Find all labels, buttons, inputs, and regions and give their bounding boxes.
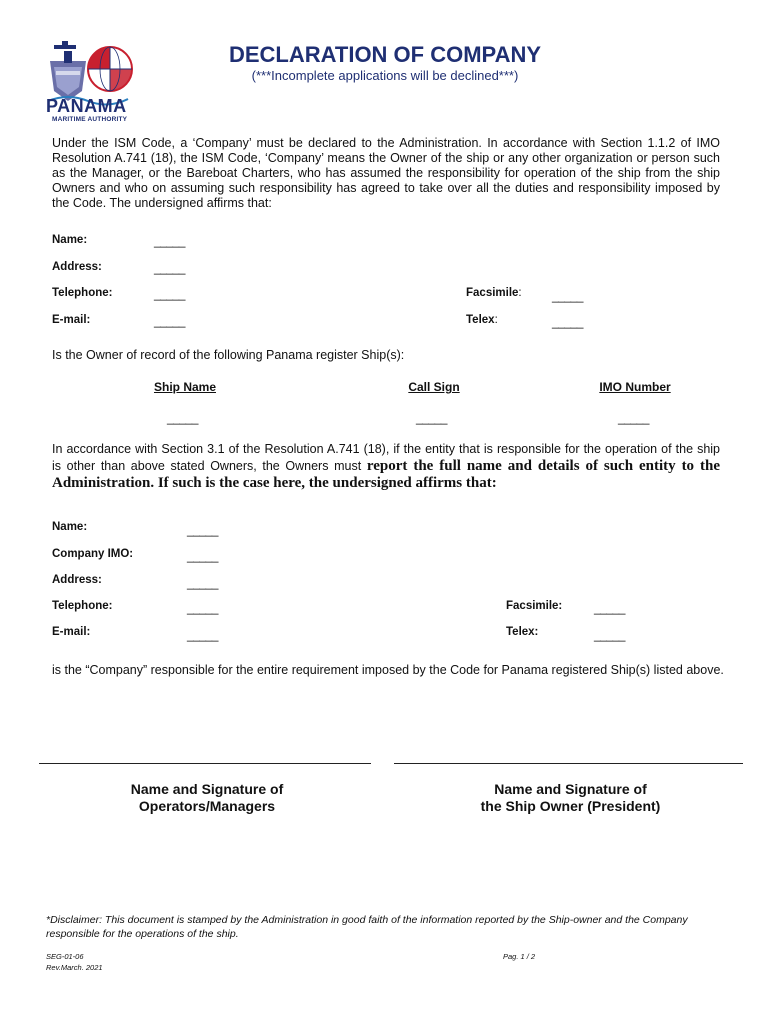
operator-telephone-label: Telephone: bbox=[52, 600, 113, 612]
globe-icon bbox=[88, 47, 132, 91]
operator-email-field[interactable]: _____ bbox=[187, 628, 218, 642]
operator-facsimile-field[interactable]: _____ bbox=[594, 601, 625, 615]
ship-name-field[interactable]: _____ bbox=[167, 411, 198, 425]
owner-facsimile-field[interactable]: _____ bbox=[552, 289, 583, 303]
operator-telephone-field[interactable]: _____ bbox=[187, 601, 218, 615]
operator-name-field[interactable]: _____ bbox=[187, 523, 218, 537]
call-sign-field[interactable]: _____ bbox=[416, 411, 447, 425]
imo-number-field[interactable]: _____ bbox=[618, 411, 649, 425]
document-subtitle: (***Incomplete applications will be declined***) bbox=[251, 68, 519, 83]
ship-name-header: Ship Name bbox=[153, 380, 216, 394]
operator-address-field[interactable]: _____ bbox=[187, 576, 218, 590]
owner-facsimile-label: Facsimile: bbox=[466, 287, 522, 299]
operator-name-label: Name: bbox=[52, 521, 88, 533]
operator-signature-line[interactable] bbox=[39, 763, 371, 764]
owner-signature-caption: Name and Signature of the Ship Owner (President) bbox=[480, 781, 661, 814]
owner-address-field[interactable]: _____ bbox=[154, 261, 185, 275]
operator-email-label: E-mail: bbox=[52, 626, 91, 638]
owner-address-label: Address: bbox=[52, 261, 102, 273]
intro-paragraph: Under the ISM Code, a ‘Company’ must be declared to the Administration. In accordance with Section 1.1.2 of IMO Resolution A.741 (18), the ISM Code, ‘Company’ means the Owner of the ship or any other organization or person such as the Manager, or the Bareboat Charters, who has assumed the responsibility for operation of the ship from the ship Owners and who on assuming such responsibility has agreed to take over all the duties and responsibility imposed by the Code. The undersigned affirms that: bbox=[52, 136, 720, 210]
operator-signature-caption: Name and Signature of Operators/Managers bbox=[130, 781, 284, 814]
owner-telex-field[interactable]: _____ bbox=[552, 315, 583, 329]
owner-name-field[interactable]: _____ bbox=[154, 234, 185, 248]
company-imo-field[interactable]: _____ bbox=[187, 549, 218, 563]
footer-document-code: SEG-01-06 Rev.March. 2021 bbox=[46, 952, 103, 972]
disclaimer: *Disclaimer: This document is stamped by the Administration in good faith of the information reported by the Ship-owner and the Company responsible for the operations of the ship. bbox=[46, 914, 688, 940]
owner-telephone-label: Telephone: bbox=[52, 287, 113, 299]
owner-name-label: Name: bbox=[52, 234, 88, 246]
owner-signature-line[interactable] bbox=[394, 763, 743, 764]
ship-emblem-icon bbox=[50, 41, 86, 101]
owner-statement: Is the Owner of record of the following Panama register Ship(s): bbox=[52, 348, 405, 362]
footer-page-number: Pag. 1 / 2 bbox=[503, 952, 536, 961]
call-sign-header: Call Sign bbox=[408, 380, 460, 394]
company-statement: is the “Company” responsible for the entire requirement imposed by the Code for Panama registered Ship(s) listed above. bbox=[52, 663, 724, 677]
owner-email-label: E-mail: bbox=[52, 314, 91, 326]
operator-telex-field[interactable]: _____ bbox=[594, 628, 625, 642]
operator-paragraph: In accordance with Section 3.1 of the Resolution A.741 (18), if the entity that is responsible for the operation of the ship is other than above stated Owners, the Owners must report the full name and details of such entity to the Administration. If such is the case here, the undersigned affirms that: bbox=[52, 442, 720, 491]
owner-email-field[interactable]: _____ bbox=[154, 314, 185, 328]
logo-wordmark: PANAMA bbox=[46, 96, 127, 116]
imo-number-header: IMO Number bbox=[599, 380, 671, 394]
document-title: DECLARATION OF COMPANY bbox=[228, 42, 542, 67]
operator-facsimile-label: Facsimile: bbox=[506, 600, 563, 612]
operator-address-label: Address: bbox=[52, 574, 102, 586]
owner-telephone-field[interactable]: _____ bbox=[154, 287, 185, 301]
owner-telex-label: Telex: bbox=[466, 314, 498, 326]
logo-subtitle: MARITIME AUTHORITY bbox=[52, 116, 128, 123]
operator-telex-label: Telex: bbox=[506, 626, 539, 638]
company-imo-label: Company IMO: bbox=[52, 548, 134, 560]
